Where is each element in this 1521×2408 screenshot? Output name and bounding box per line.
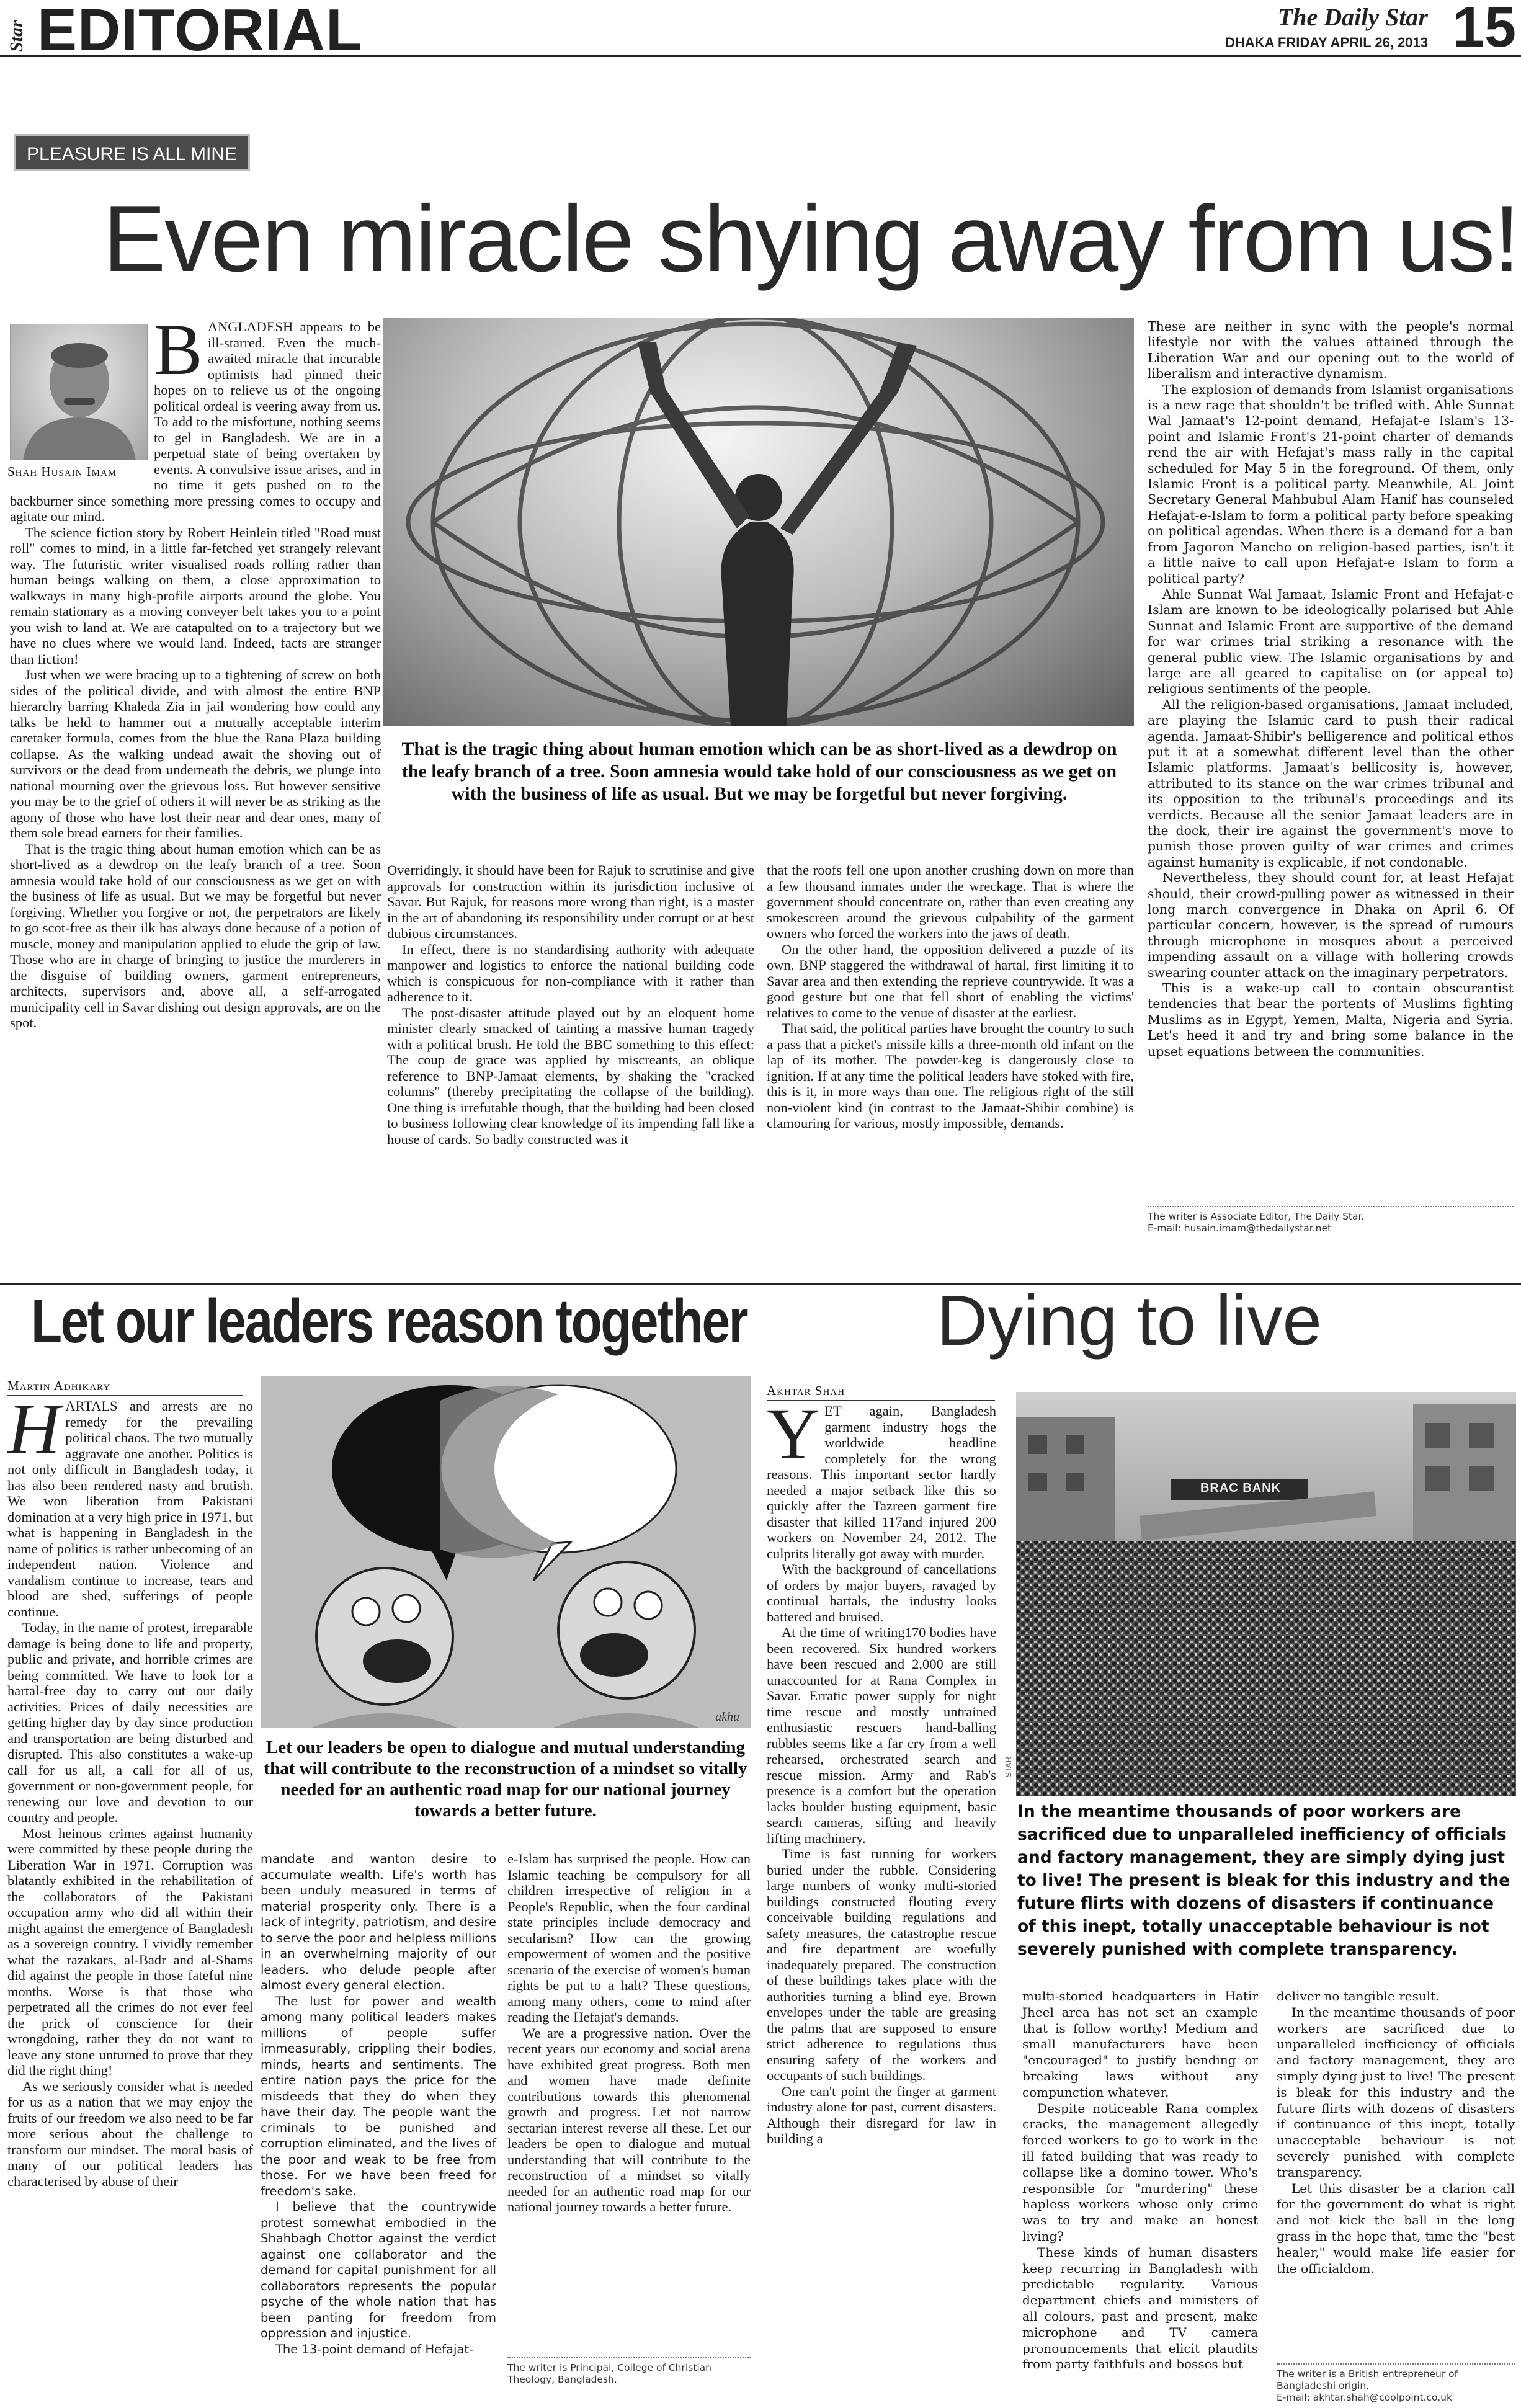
- dropcap-h: H: [7, 1388, 61, 1469]
- body-text: mandate and wanton desire to accumulate wealth. Life's worth has been unduly measured in terms of material prosperity only. There is a lack of integrity, patriotism, and desire to serve the poor and helpless millions in an overwhelming majority of our leaders. who delude people after almost every general election.: [261, 1852, 496, 1992]
- dropcap-y: Y: [767, 1393, 820, 1474]
- headline-article1: Even miracle shying away from us!: [103, 186, 1519, 292]
- star-mark: Star: [6, 20, 27, 52]
- body-text: One can't point the finger at garment industry alone for past, current disasters. Although their disregard for law in building a: [767, 2083, 996, 2146]
- writer-note: [507, 2357, 751, 2386]
- article1-column-2: [387, 862, 754, 1272]
- body-text: The science fiction story by Robert Heinlein titled "Road must roll" comes to mind, in a little far-fetched yet strangely relevant way. The futuristic writer visualised roads rolling rather than human beings walking on them, a close approximation to walkways in many high-profile airports around the globe. You remain stationary as a moving conveyer belt takes you to a point you wish to land at. We are catapulted on to a trajectory but we have no clues where we would land. Indeed, facts are stranger than fiction!: [10, 524, 381, 667]
- writer-note: [1148, 1206, 1514, 1234]
- writer-note-line: Bangladeshi origin.: [1277, 2380, 1370, 2391]
- author-byline: Shah Husain Imam: [7, 464, 117, 479]
- body-text: I believe that the countrywide protest somewhat embodied in the Shahbagh Chottor against the verdict against one collaborator and the demand for capital punishment for all collaborators represents the popular psyche of the whole nation that has been panting for freedom from oppression and injustice.: [261, 2200, 496, 2340]
- article3-column-3: [1277, 1989, 1515, 2361]
- headline-article3: Dying to live: [937, 1282, 1322, 1360]
- article1-photo: [383, 318, 1134, 726]
- body-text: ET again, Bangladesh garment industry hogs the worldwide headline completely for the wrong reasons. This important sector hardly needed a major setback like this so quickly after the Tazreen garment fire disaster that killed 117and injured 200 workers on November 24, 2012. The culprits literally got away with murder.: [767, 1403, 996, 1561]
- body-text: Ahle Sunnat Wal Jamaat, Islamic Front and Hefajat-e Islam are known to be ideologically polarised but Ahle Sunnat and Islamic Front are supportive of the demand for war crimes trial striking a resonance with the general public view. The Islamic organisations by and large are all geared to capitalise on (or appeal to) religious sentiments of the people.: [1148, 586, 1514, 697]
- body-text: ARTALS and arrests are no remedy for the prevailing political chaos. The two mutually aggravate one another. Politics is not only difficult in Bangladesh today, it has also been rendered nasty and brutish. We won liberation from Pakistani domination at a very high price in 1971, but what is happening in Bangladesh in the name of politics is rather unbecoming of an independent nation. Violence and vandalism continue to increase, tears and blood are shed, sufferings of people continue.: [7, 1398, 253, 1620]
- body-text: With the background of cancellations of orders by major buyers, ravaged by continual hartals, the industry looks battered and bruised.: [767, 1561, 996, 1625]
- cartoon-signature: akhu: [715, 1710, 739, 1724]
- page-number: 15: [1452, 0, 1516, 59]
- pull-quote: Let our leaders be open to dialogue and mutual understanding that will contribute to the reconstruction of a mindset so vitally needed for an authentic road map for our national journey towards a better future.: [264, 1737, 747, 1821]
- body-text: e-Islam has surprised the people. How can Islamic teaching be compulsory for all children irrespective of religion in a People's Republic, when the four cardinal state principles include democracy and secularism? How can the growing empowerment of women and the positive scenario of the exercise of women's human rights be put to a halt? These questions, among many others, come to mind after reading the Hefajat's demands.: [507, 1851, 751, 2025]
- body-text: ANGLADESH appears to be ill-starred. Even the much-awaited miracle that incurable optimists had pinned their hopes on to relieve us of the ongoing political ordeal is veering away from us. To add to the misfortune, nothing seems to gel in Bangladesh. We are in a perpetual state of being overtaken by events. A convulsive issue arises, and in no time it gets pushed on to the backburner since something more pressing comes to occupy and agitate our mind.: [10, 319, 381, 524]
- body-text: Let this disaster be a clarion call for the government do what is right and not kick the ball in the long grass in the hope that, time the "best healer," would make life easier for the officialdom.: [1277, 2180, 1515, 2276]
- body-text: In effect, there is no standardising authority with adequate manpower and logistics to enforce the national building code which is conspicuous for non-compliance with it rather than adherence to it.: [387, 941, 754, 1004]
- body-text: Today, in the name of protest, irreparable damage is being done to life and property, public and private, and horrible crimes are being committed. We have to look for a hartal-free day to carry out our daily activities. Prices of daily necessities are getting higher day by day since production and transportation are being disturbed and disrupted. This also constitutes a wake-up call for us all, a call for all of us, government or non-government people, for renewing our love and devotion to our country and people.: [7, 1620, 253, 1825]
- writer-email: E-mail: akhtar.shah@coolpoint.co.uk: [1277, 2392, 1452, 2403]
- cartoon: [261, 1376, 751, 1728]
- writer-note-line: Theology, Bangladesh.: [507, 2374, 617, 2385]
- paper-name: The Daily Star: [1277, 3, 1428, 31]
- dropcap-b: B: [154, 309, 203, 390]
- dateline: DHAKA FRIDAY APRIL 26, 2013: [1225, 35, 1428, 50]
- body-text: That is the tragic thing about human emotion which can be as short-lived as a dewdrop on the leafy branch of a tree. Soon amnesia would take hold of our consciousness as we get on with the business of life as usual. But we may be forgetful but never forgiving. Whether you forgive or not, the perpetrators are likely to go scot-free as their ilk has always done because of a potion of muscle, money and manipulation applied to elude the grip of law. Those who are in charge of bringing to justice the murderers in the disguise of building owners, garment entrepreneurs, architects, supervisors and, above all, a self-arrogated municipality cell in Savar dishing out design approvals, are on the spot.: [10, 841, 381, 1030]
- writer-note-line: The writer is Associate Editor, The Daily Star.: [1148, 1211, 1365, 1222]
- section-title: EDITORIAL: [37, 0, 363, 63]
- article1-column-1: [10, 309, 381, 1299]
- pull-quote: That is the tragic thing about human emotion which can be as short-lived as a dewdrop on the leafy branch of a tree. Soon amnesia would take hold of our consciousness as we get on with the business of life as usual. But we may be forgetful but never forgiving.: [401, 739, 1117, 804]
- writer-note-line: The writer is Principal, College of Christian: [507, 2362, 711, 2373]
- article3-column-1: [767, 1393, 996, 2406]
- body-text: All the religion-based organisations, Jamaat included, are playing the Islamic card to push their radical agenda. Jamaat-Shibir's belligerence and political ethos put it at a somewhat different level than the other Islamic platforms. Jamaat's bellicosity is, however, attributed to its stance on the war crimes tribunal and its opposition to the tribunal's proceedings and its verdicts. Because all the senior Jamaat leaders are in the dock, their ire against the government's move to punish those proven guilty of war crimes and crimes against humanity is explicable, if not condonable.: [1148, 697, 1514, 870]
- body-text: These kinds of human disasters keep recurring in Bangladesh with predictable regularity. Various department chiefs and ministers of all colours, past and present, make microphone and TV camera pronouncements that elicit plaudits from party faithfuls and bosses but: [1022, 2244, 1258, 2372]
- article3-column-2: [1022, 1989, 1258, 2404]
- body-text: In the meantime thousands of poor workers are sacrificed due to unparalleled inefficiency of officials and factory management, they are simply dying just to live! The present is bleak for this industry and the future flirts with dozens of disasters if continuance of this inept, totally unacceptable behaviour is not severely punished with complete transparency.: [1277, 2004, 1515, 2180]
- figure-with-cage-image: [383, 318, 1134, 726]
- body-text: The lust for power and wealth among many political leaders makes millions of people suffer immeasurably, crippling their bodies, minds, hearts and sentiments. The entire nation pays the price for the misdeeds that they do when they have their day. The people want the criminals to be punished and corruption eliminated, and the lives of the poor and weak to be free from those. For we have been freed for freedom's sake.: [261, 1994, 496, 2198]
- body-text: That said, the political parties have brought the country to such a pass that a picket's missile kills a three-month old infant on the lap of its mother. The powder-keg is dangerously close to ignition. If at any time the political leaders have stoked with fire, this is it, in more ways than one. The religious right of the still non-violent kind (in contrast to the Jamaat-Shibir combine) is clamouring for various, mostly impossible, demands.: [767, 1020, 1134, 1131]
- body-text: Nevertheless, they should count for, at least Hefajat should, their crowd-pulling power as witnessed in their long march convergence in Dhaka on April 6. Of particular concern, however, is the spread of rumours through microphone in mosques about a perceived impending assault on a village with hollering crowds swearing counter attack on the imaginary perpetrators.: [1148, 870, 1514, 980]
- article2-column-2: [261, 1851, 496, 2403]
- body-text: Overridingly, it should have been for Rajuk to scrutinise and give approvals for construction within its jurisdiction inclusive of Savar. But Rajuk, for reasons more wrong than right, is a master in the art of abandoning its responsibility under corrupt or at best dubious circumstances.: [387, 862, 754, 941]
- body-text: that the roofs fell one upon another crushing down on more than a few thousand inmates under the wreckage. That is where the government should concentrate on, rather than even creating any smokescreen around the grievous culpability of the garment owners who forced the workers into the jaws of death.: [767, 862, 1134, 941]
- author-byline: Akhtar Shah: [767, 1383, 995, 1401]
- writer-note-line: The writer is a British entrepreneur of: [1277, 2368, 1458, 2379]
- body-text: Despite noticeable Rana complex cracks, the management allegedly forced workers to go to work in the ill fated building that was ready to collapse like a domino tower. Who's responsible for "murdering" these hapless workers whose only crime was to try and make an honest living?: [1022, 2100, 1258, 2244]
- talking-heads-cartoon-image: [261, 1376, 751, 1728]
- writer-note: [1277, 2363, 1515, 2404]
- body-text: Most heinous crimes against humanity were committed by these people during the Liberation War in 1971. Corruption was blatantly exhibited in the rehabilitation of the collaborators of the Pakistani occupation army who did all within their might against the emergence of Bangladesh as a sovereign country. I vividly remember what the razakars, al-Badr and al-Shams did against the people in those fateful nine months. Worse is that those who perpetrated all the crimes do not ever feel the prick of conscience for their wrongdoing, rather they do not want to leave any stone unturned to prove that they did the right thing!: [7, 1825, 253, 2078]
- article2-column-3: [507, 1851, 751, 2347]
- body-text: These are neither in sync with the people's normal lifestyle nor with the values attained through the Liberation War and our opening out to the world of liberalism and interactive dynamism.: [1148, 319, 1514, 381]
- column-label: PLEASURE IS ALL MINE: [14, 134, 250, 171]
- body-text: On the other hand, the opposition delivered a puzzle of its own. BNP staggered the withdrawal of hartal, first limiting it to Savar area and then extending the reprieve countrywide. It was a good gesture but one that fell short of enabling the victims' relatives to come to the venue of disaster at the earliest.: [767, 941, 1134, 1020]
- masthead: [0, 0, 1521, 63]
- photo-credit: STAR: [1004, 1757, 1013, 1778]
- headline-article2: Let our leaders reason together: [31, 1286, 747, 1356]
- body-text: The post-disaster attitude played out by an eloquent home minister clearly smacked of tainting a massive human tragedy with a political brush. He told the BBC something to this effect: The coup de grace was applied by miscreants, an oblique reference to BNP-Jamaat elements, by shaking the "cracked columns" (thereby precipitating the collapse of the building). One thing is irrefutable though, that the building had been closed to business following clear knowledge of its impending fall like a house of cards. So badly constructed was it: [387, 1004, 754, 1147]
- body-text: At the time of writing170 bodies have been recovered. Six hundred workers have been rescued and 2,000 are still unaccounted for at Rana Complex in Savar. Erratic power supply for night time rescue and mostly untrained enthusiastic rescuers hand-balling rubbles seems like a far cry from a well rehearsed, orchestrated search and rescue mission. Army and Rab's presence is a comfort but the operation lacks boulder busting equipment, basic search cameras, sifting and heavily lifting machinery.: [767, 1625, 996, 1846]
- body-text: The explosion of demands from Islamist organisations is a new rage that shouldn't be trifled with. Ahle Sunnat Wal Jamaat's 12-point demand, Hefajat-e Islam's 13-point and Islamic Front's 21-point charter of demands rend the air with Hefajat's mass rally in the capital scheduled for May 5 in the foreground. Of them, only Islamic Front is a political party. Meanwhile, AL Joint Secretary General Mahbubul Alam Hanif has counseled Hefajat-e-Islam to form a political party before speaking on political agendas. When there is a demand for a ban from Jagoron Mancho on religion-based parties, isn't it a little naive to call upon Hefajat-e Islam to form a political party?: [1148, 381, 1514, 586]
- article2-column-1: [7, 1388, 253, 2403]
- bank-sign-text: BRAC BANK: [1200, 1481, 1282, 1495]
- body-text: Just when we were bracing up to a tightening of screw on both sides of the political divide, and with almost the entire BNP hierarchy barring Khaleda Zia in jail wondering how could any talks be held to hammer out a mutually acceptable interim caretaker formula, comes from the blue the Rana Plaza building collapse. As the walking undead await the shoving out of survivors or the dead from underneath the debris, we plunge into national mourning over the grievous loss. But however sensitive you may be to the grief of others it will never be as striking as the agony of those who have lost their near and dear ones, many of them sole bread earners for their families.: [10, 667, 381, 841]
- body-text: deliver no tangible result.: [1277, 1989, 1440, 2004]
- body-text: This is a wake-up call to contain obscurantist tendencies that bear the portents of Muslims fighting Muslims as in Egypt, Yemen, Malta, Nigeria and Syria. Let's heed it and try and bring some balance in the upset equations between the communities.: [1148, 981, 1514, 1059]
- body-text: We are a progressive nation. Over the recent years our economy and social arena have exhibited great progress. Both men and women have made definite contributions towards this phenomenal growth and progress. Let not narrow sectarian interest reverse all these. Let our leaders be open to dialogue and mutual understanding that will contribute to the reconstruction of a mindset so vitally needed for an authentic road map for our national journey towards a better future.: [507, 2025, 751, 2214]
- article1-column-3: [767, 862, 1134, 1272]
- article3-photo: [1016, 1392, 1516, 1796]
- body-text: The 13-point demand of Hefajat-: [275, 2342, 474, 2357]
- writer-email: E-mail: husain.imam@thedailystar.net: [1148, 1223, 1332, 1234]
- article1-column-4: [1148, 319, 1514, 1212]
- body-text: Time is fast running for workers buried under the rubble. Considering large numbers of wonky multi-storied buildings constructed flouting every conceivable building regulations and safety measures, the catastrophe rescue and fire department are woefully inadequately prepared. The construction of these buildings takes place with the authorities turning a blind eye. Brown envelopes under the table are greasing the palms that are supposed to ensure strict adherence to regulations thus ensuring safety of the workers and occupants of such buildings.: [767, 1846, 996, 2083]
- crowd-at-building-collapse-image: [1016, 1392, 1516, 1796]
- body-text: multi-storied headquarters in Hatir Jheel area has not set an example that is follow worthy! Medium and small manufacturers have been "encouraged" to justify bending or breaking laws without any compunction whatever.: [1022, 1989, 1258, 2100]
- body-text: As we seriously consider what is needed for us as a nation that we may enjoy the fruits of our freedom we also need to be far more serious about the challenge to transform our mindset. The moral basis of many of our political leaders has characterised by abuse of their: [7, 2078, 253, 2189]
- pull-quote: In the meantime thousands of poor workers are sacrificed due to unparalleled inefficiency of officials and factory management, they are simply dying just to live! The present is bleak for this industry and the future flirts with dozens of disasters if continuance of this inept, totally unacceptable behaviour is not severely punished with complete transparency.: [1017, 1802, 1510, 1959]
- author-byline: Martin Adhikary: [7, 1378, 243, 1396]
